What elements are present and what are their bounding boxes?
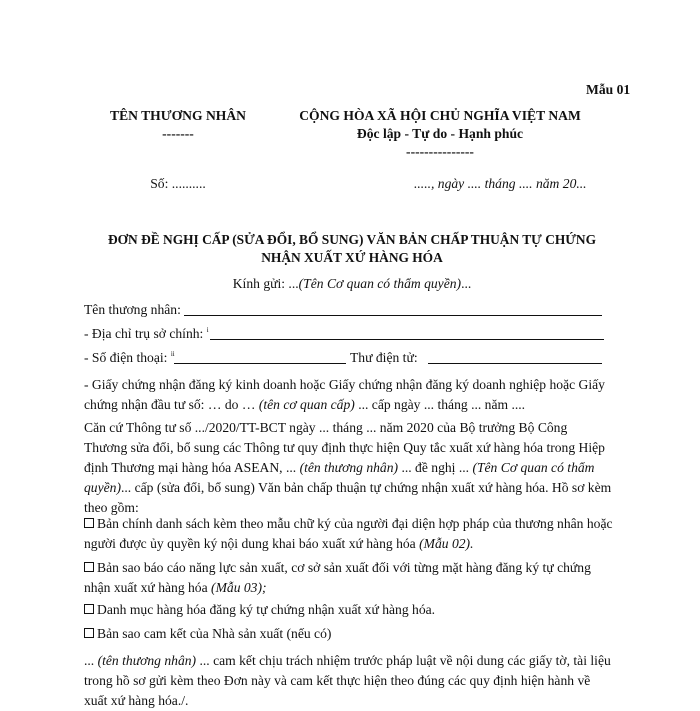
checkbox-icon[interactable] [84, 562, 94, 572]
commitment-text: ... [84, 653, 98, 668]
phone-footnote: ii [170, 350, 175, 358]
attachment-item-2 [84, 558, 620, 598]
commitment-text: ... cam kết chịu trách nhiệm trước pháp luật về nội dung các giấy tờ, tài liệu [196, 653, 611, 668]
commitment-paragraph [84, 651, 620, 711]
checkbox-icon[interactable] [84, 628, 94, 638]
basis-line: Thương sửa đổi, bổ sung các Thông tư quy định thực hiện Quy tắc xuất xứ hàng hóa trong Hiệp [84, 440, 605, 455]
merchant-dashes: ------- [162, 126, 194, 141]
certificate-text: ... cấp ngày ... tháng ... năm .... [354, 397, 526, 412]
merchant-heading: TÊN THƯƠNG NHÂN [110, 108, 246, 123]
nation-dashes: --------------- [406, 144, 474, 159]
commitment-merchant: (tên thương nhân) [97, 653, 197, 668]
merchant-name-label: Tên thương nhân: [84, 302, 181, 317]
document-title-line2: NHẬN XUẤT XỨ HÀNG HÓA [261, 250, 443, 265]
basis-line [84, 458, 620, 478]
basis-line: theo gồm: [84, 500, 139, 515]
address-label-text: - Địa chỉ trụ sở chính: [84, 326, 204, 341]
checkbox-icon[interactable] [84, 604, 94, 614]
document-title-line1: ĐƠN ĐỀ NGHỊ CẤP (SỬA ĐỔI, BỔ SUNG) VĂN BẢN CHẤP THUẬN TỰ CHỨNG [107, 232, 597, 247]
item-text: Danh mục hàng hóa đăng ký tự chứng nhận xuất xứ hàng hóa. [97, 602, 436, 617]
item-text: người được ủy quyền ký nội dung khai báo xuất xứ hàng hóa [84, 536, 420, 551]
item-form-ref: (Mẫu 03); [211, 580, 267, 595]
certificate-line: - Giấy chứng nhận đăng ký kinh doanh hoặc Giấy chứng nhận đăng ký doanh nghiệp hoặc Giấy [84, 377, 605, 392]
recipient-label: Kính gửi: ... [232, 276, 299, 291]
basis-paragraph [84, 418, 620, 518]
basis-authority: quyền) [84, 480, 121, 495]
commitment-line: xuất xứ hàng hóa./. [84, 693, 189, 708]
phone-label-text: - Số điện thoại: [84, 350, 168, 365]
item-text: Bản chính danh sách kèm theo mẫu chữ ký của người đại diện hợp pháp của thương nhân hoặc [97, 516, 613, 531]
address-footnote: i [206, 326, 209, 334]
form-code: Mẫu 01 [586, 82, 631, 97]
attachment-item-1 [84, 514, 620, 554]
email-field[interactable] [428, 363, 602, 364]
attachment-item-4 [84, 624, 620, 644]
attachment-item-3 [84, 600, 620, 620]
basis-authority: (Tên Cơ quan có thẩm [472, 460, 595, 475]
item-text: Bản sao báo cáo năng lực sản xuất, cơ sở sản xuất đối với từng mặt hàng đăng ký tự chứng [97, 560, 591, 575]
address-label [84, 326, 209, 342]
date-line: ....., ngày .... tháng .... năm 20... [414, 176, 587, 191]
motto: Độc lập - Tự do - Hạnh phúc [356, 126, 524, 141]
checkbox-icon[interactable] [84, 518, 94, 528]
email-label: Thư điện tử: [350, 350, 418, 365]
document-number: Số: .......... [150, 176, 206, 191]
commitment-line: trong hồ sơ gửi kèm theo Đơn này và cam kết thực hiện theo đúng các quy định hiện hành về [84, 673, 591, 688]
item-text: Bản sao cam kết của Nhà sản xuất (nếu có) [97, 626, 332, 641]
certificate-text: chứng nhận đầu tư số: … do … [84, 397, 259, 412]
recipient-tail: ... [461, 276, 472, 291]
basis-text: ... đề nghị ... [398, 460, 473, 475]
phone-label [84, 350, 175, 366]
nation-heading: CỘNG HÒA XÃ HỘI CHỦ NGHĨA VIỆT NAM [299, 108, 581, 123]
basis-line: Căn cứ Thông tư số .../2020/TT-BCT ngày ... tháng ... năm 2020 của Bộ trưởng Bộ Công [84, 420, 568, 435]
basis-text: định Thương mại hàng hóa ASEAN, ... [84, 460, 300, 475]
basis-merchant: (tên thương nhân) [299, 460, 399, 475]
certificate-paragraph [84, 375, 620, 415]
certificate-issuer: (tên cơ quan cấp) [258, 397, 355, 412]
merchant-name-field[interactable] [184, 315, 602, 316]
item-text: nhận xuất xứ hàng hóa [84, 580, 212, 595]
basis-text: ... cấp (sửa đổi, bổ sung) Văn bản chấp thuận tự chứng nhận xuất xứ hàng hóa. Hồ sơ kèm [121, 480, 612, 495]
item-form-ref: (Mẫu 02). [419, 536, 474, 551]
recipient-line [84, 276, 620, 292]
certificate-line [84, 395, 620, 415]
recipient-value: (Tên Cơ quan có thẩm quyền) [298, 276, 462, 291]
basis-line [84, 478, 620, 498]
phone-field[interactable] [174, 363, 346, 364]
address-field[interactable] [210, 339, 604, 340]
